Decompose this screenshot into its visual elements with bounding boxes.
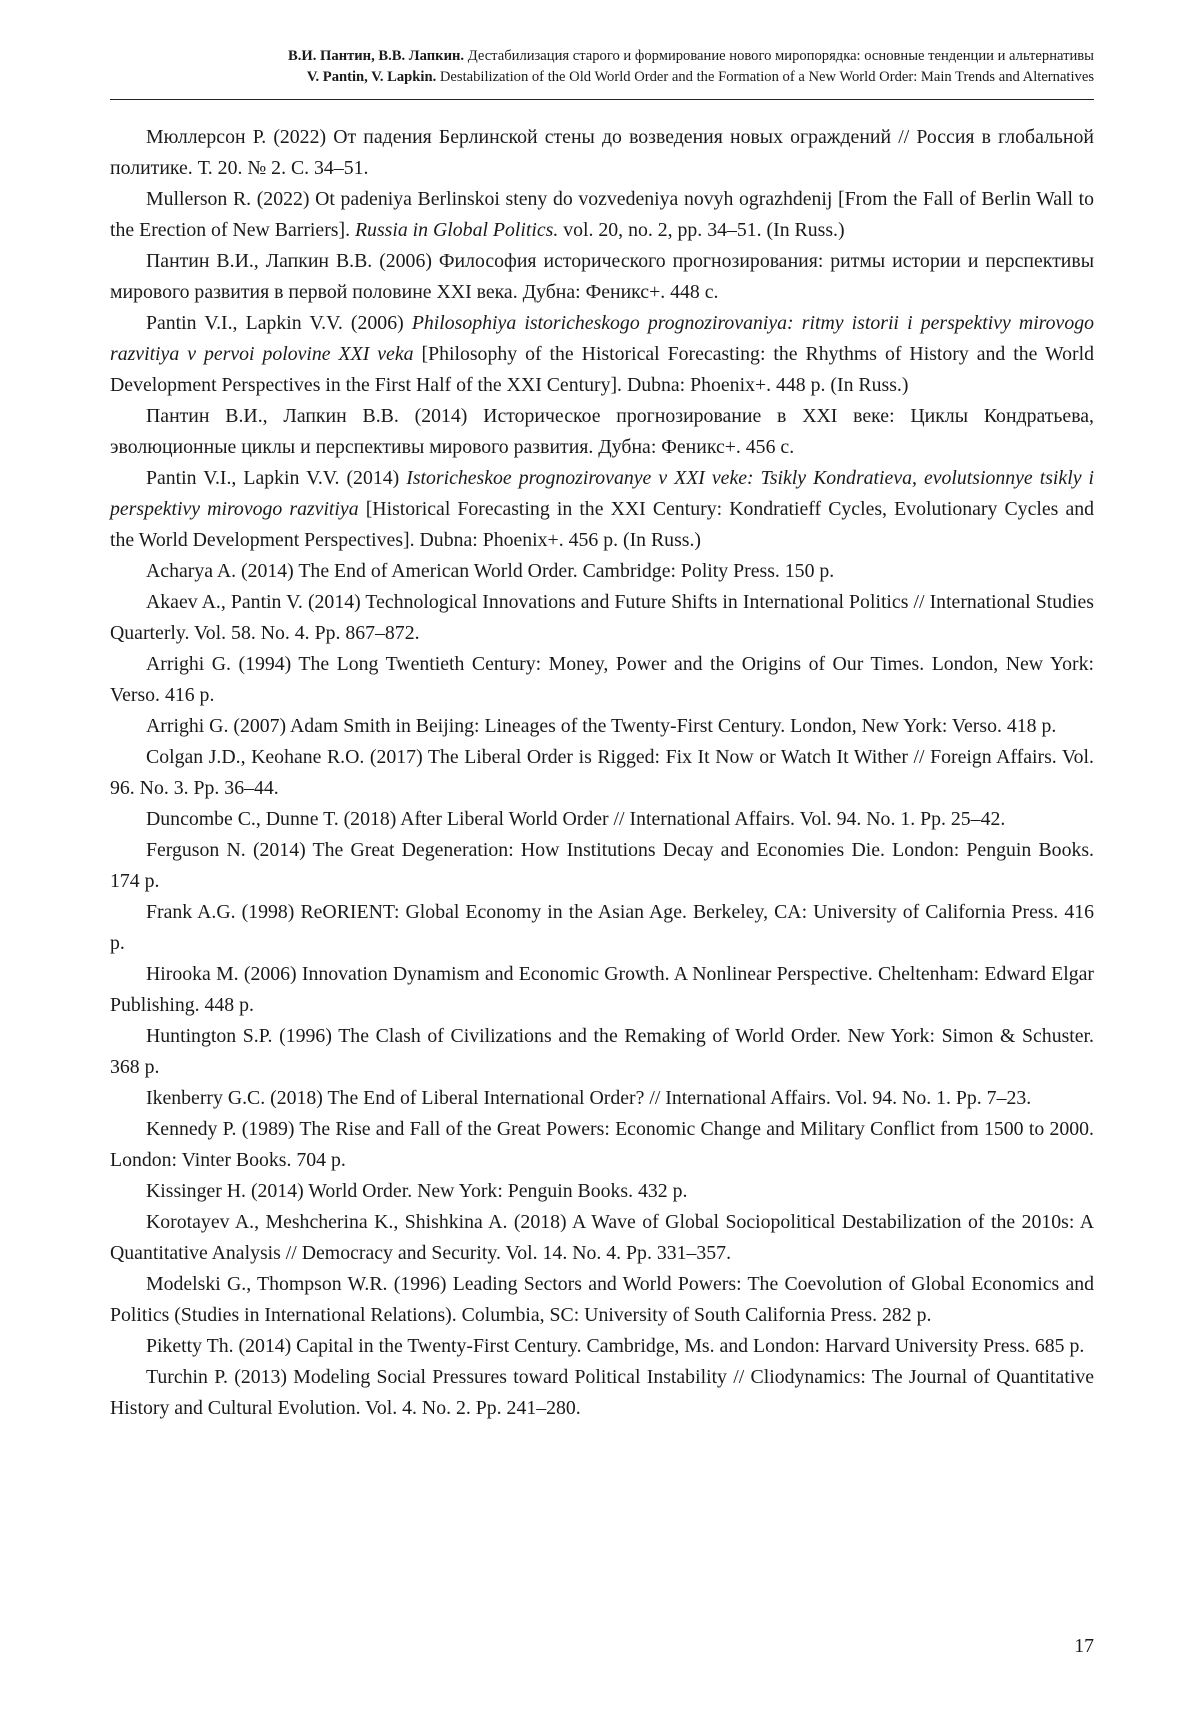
reference-pre-text: Пантин В.И., Лапкин В.В. (2014) Историческое прогнозирование в XXI веке: Циклы Кондратьева, эволюционные циклы и перспективы мирового развития. Дубна: Феникс+. 456 с. [110,405,1094,458]
running-header-en [110,67,1094,88]
reference-entry [110,587,1094,649]
reference-pre-text: Modelski G., Thompson W.R. (1996) Leading Sectors and World Powers: The Coevolution of Global Economics and Politics (Studies in International Relations). Columbia, SC: University of South California Press. 282 p. [110,1273,1094,1326]
reference-post-text: [Philosophy of the Historical Forecasting: the Rhythms of History and the World Development Perspectives in the First Half of the XXI Century]. Dubna: Phoenix+. 448 p. (In Russ.) [110,343,1095,396]
reference-pre-text: Ikenberry G.C. (2018) The End of Liberal International Order? // International Affairs. Vol. 94. No. 1. Pp. 7–23. [146,1087,1032,1109]
running-header-ru [110,46,1094,67]
reference-pre-text: Arrighi G. (1994) The Long Twentieth Century: Money, Power and the Origins of Our Times. London, New York: Verso. 416 p. [110,653,1094,706]
reference-entry [110,401,1094,463]
reference-pre-text: Hirooka M. (2006) Innovation Dynamism and Economic Growth. A Nonlinear Perspective. Cheltenham: Edward Elgar Publishing. 448 p. [110,963,1094,1016]
reference-pre-text: Colgan J.D., Keohane R.O. (2017) The Liberal Order is Rigged: Fix It Now or Watch It Wither // Foreign Affairs. Vol. 96. No. 3. Pp. 36–44. [110,746,1094,799]
reference-entry [110,711,1094,742]
header-authors-en: V. Pantin, V. Lapkin. [306,69,437,85]
reference-pre-text: Kennedy P. (1989) The Rise and Fall of the Great Powers: Economic Change and Military Conflict from 1500 to 2000. London: Vinter Books. 704 p. [110,1118,1094,1171]
reference-pre-text: Arrighi G. (2007) Adam Smith in Beijing: Lineages of the Twenty-First Century. London, New York: Verso. 418 p. [146,715,1057,737]
reference-entry [110,835,1094,897]
reference-pre-text: Pantin V.I., Lapkin V.V. (2014) [146,467,407,489]
reference-pre-text: Пантин В.И., Лапкин В.В. (2006) Философия исторического прогнозирования: ритмы истории и перспективы мирового развития в первой половине XXI века. Дубна: Феникс+. 448 с. [110,250,1094,303]
reference-pre-text: Huntington S.P. (1996) The Clash of Civilizations and the Remaking of World Order. New York: Simon & Schuster. 368 p. [110,1025,1094,1078]
reference-entry [110,1362,1094,1424]
reference-italic-text: Istoricheskoe prognozirovanye v XXI veke: Tsikly Kondratieva, evolutsionnye tsikly i perspektivy mirovogo razvitiya [110,467,1094,520]
reference-entry [110,804,1094,835]
running-header [110,46,1094,88]
header-title-ru: Дестабилизация старого и формирование нового миропорядка: основные тенденции и альтернативы [467,48,1094,64]
reference-pre-text: Мюллерсон Р. (2022) От падения Берлинской стены до возведения новых ограждений // Россия в глобальной политике. Т. 20. № 2. С. 34–51. [110,126,1094,179]
reference-italic-text: Russia in Global Politics. [354,219,559,241]
reference-entry [110,246,1094,308]
reference-entry [110,1083,1094,1114]
reference-pre-text: Acharya A. (2014) The End of American World Order. Cambridge: Polity Press. 150 p. [146,560,835,582]
reference-entry [110,649,1094,711]
reference-entry [110,556,1094,587]
reference-pre-text: Kissinger H. (2014) World Order. New York: Penguin Books. 432 p. [146,1180,688,1202]
reference-entry [110,308,1094,401]
reference-list [110,122,1094,1424]
reference-post-text: vol. 20, no. 2, pp. 34–51. (In Russ.) [558,219,845,241]
reference-entry [110,1176,1094,1207]
reference-italic-text: Philosophiya istoricheskogo prognozirovaniya: ritmy istorii i perspektivy mirovogo razvitiya v pervoi polovine XXI veka [110,312,1094,365]
reference-pre-text: Frank A.G. (1998) ReORIENT: Global Economy in the Asian Age. Berkeley, CA: University of California Press. 416 p. [110,901,1094,954]
reference-pre-text: Duncombe C., Dunne T. (2018) After Liberal World Order // International Affairs. Vol. 94. No. 1. Pp. 25–42. [146,808,1006,830]
reference-entry [110,122,1094,184]
reference-entry [110,1021,1094,1083]
reference-post-text: [Historical Forecasting in the XXI Century: Kondratieff Cycles, Evolutionary Cycles and the World Development Perspectives]. Dubna: Phoenix+. 456 p. (In Russ.) [110,498,1095,551]
reference-pre-text: Mullerson R. (2022) Ot padeniya Berlinskoi steny do vozvedeniya novyh ograzhdenij [From the Fall of Berlin Wall to the Erection of New Barriers]. [110,188,1094,241]
reference-pre-text: Pantin V.I., Lapkin V.V. (2006) [146,312,412,334]
header-title-en: Destabilization of the Old World Order and the Formation of a New World Order: Main Trends and Alternatives [439,69,1094,85]
reference-pre-text: Ferguson N. (2014) The Great Degeneration: How Institutions Decay and Economies Die. London: Penguin Books. 174 p. [110,839,1094,892]
reference-entry [110,742,1094,804]
reference-pre-text: Piketty Th. (2014) Capital in the Twenty-First Century. Cambridge, Ms. and London: Harvard University Press. 685 p. [146,1335,1085,1357]
reference-entry [110,1207,1094,1269]
reference-entry [110,1331,1094,1362]
header-rule [110,99,1094,100]
reference-entry [110,959,1094,1021]
page-number: 17 [1074,1635,1094,1657]
reference-entry [110,897,1094,959]
reference-entry [110,463,1094,556]
reference-entry [110,184,1094,246]
reference-pre-text: Turchin P. (2013) Modeling Social Pressures toward Political Instability // Cliodynamics: The Journal of Quantitative History and Cultural Evolution. Vol. 4. No. 2. Pp. 241–280. [110,1366,1094,1419]
reference-pre-text: Korotayev A., Meshcherina K., Shishkina A. (2018) A Wave of Global Sociopolitical Destabilization of the 2010s: A Quantitative Analysis // Democracy and Security. Vol. 14. No. 4. Pp. 331–357. [110,1211,1094,1264]
reference-pre-text: Akaev A., Pantin V. (2014) Technological Innovations and Future Shifts in International Politics // International Studies Quarterly. Vol. 58. No. 4. Pp. 867–872. [110,591,1094,644]
header-authors-ru: В.И. Пантин, В.В. Лапкин. [288,48,465,64]
reference-entry [110,1269,1094,1331]
reference-entry [110,1114,1094,1176]
